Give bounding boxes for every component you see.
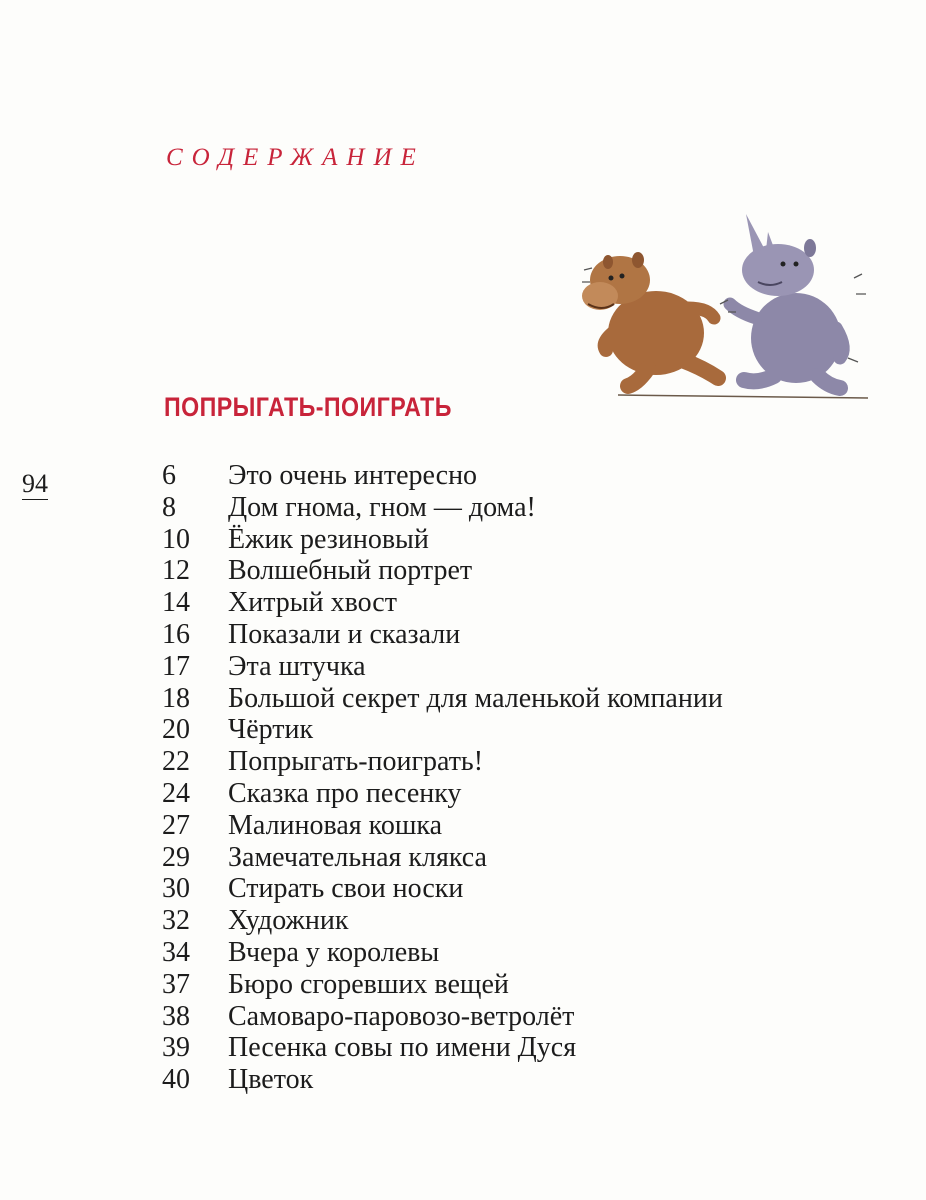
toc-entry-page: 6 — [162, 460, 176, 491]
toc-entry — [162, 905, 723, 937]
toc-entry-title: Стирать свои носки — [228, 873, 464, 905]
toc-entry — [162, 873, 723, 905]
toc-entry-title: Самоваро-паровозо-ветролёт — [228, 1000, 575, 1032]
toc-entry — [162, 1001, 723, 1033]
toc-entry-page: 29 — [162, 841, 190, 873]
toc-entry — [162, 778, 723, 810]
toc-entry-page: 12 — [162, 555, 190, 587]
toc-entry — [162, 492, 723, 524]
toc-entry-title: Попрыгать-поиграть! — [228, 746, 484, 778]
toc-entry-title: Малиновая кошка — [228, 809, 443, 841]
toc-entry-title: Волшебный портрет — [228, 555, 473, 587]
toc-entry-page: 8 — [162, 491, 176, 523]
toc-entry-page: 27 — [162, 809, 190, 841]
toc-entry-page: 10 — [162, 523, 190, 555]
dancing-hippo-and-rhino-illustration — [578, 208, 868, 404]
toc-entry-title: Дом гнома, гном — дома! — [228, 491, 536, 523]
toc-entry — [162, 1064, 723, 1096]
toc-entry-page: 37 — [162, 968, 190, 1000]
contents-heading: СОДЕРЖАНИЕ — [166, 144, 425, 171]
toc-entry-title: Ёжик резиновый — [228, 523, 429, 555]
toc-entry — [162, 1032, 723, 1064]
toc-entry — [162, 810, 723, 842]
toc-entry — [162, 746, 723, 778]
table-of-contents — [162, 460, 723, 1096]
toc-entry-page: 38 — [162, 1000, 190, 1032]
toc-entry-title: Цветок — [228, 1064, 314, 1096]
toc-entry — [162, 651, 723, 683]
toc-entry-page: 16 — [162, 618, 190, 650]
section-title: ПОПРЫГАТЬ-ПОИГРАТЬ — [164, 392, 452, 422]
toc-entry — [162, 969, 723, 1001]
toc-entry-page: 34 — [162, 936, 190, 968]
toc-entry-title: Большой секрет для маленькой компании — [228, 682, 723, 714]
toc-entry — [162, 937, 723, 969]
toc-entry-title: Бюро сгоревших вещей — [228, 968, 509, 1000]
toc-entry-page: 17 — [162, 650, 190, 682]
toc-entry — [162, 714, 723, 746]
toc-entry — [162, 555, 723, 587]
rhino-figure — [730, 214, 843, 388]
hippo-figure — [582, 252, 718, 386]
toc-entry-title: Замечательная клякса — [228, 841, 487, 873]
toc-entry-page: 18 — [162, 682, 190, 714]
toc-entry-page: 24 — [162, 777, 190, 809]
toc-entry-page: 39 — [162, 1032, 190, 1064]
toc-entry-title: Показали и сказали — [228, 618, 461, 650]
toc-entry-title: Сказка про песенку — [228, 777, 462, 809]
toc-entry — [162, 587, 723, 619]
toc-entry-page: 40 — [162, 1064, 190, 1096]
toc-entry — [162, 842, 723, 874]
toc-entry — [162, 619, 723, 651]
toc-entry-page: 30 — [162, 873, 190, 905]
toc-entry — [162, 683, 723, 715]
toc-entry-title: Эта штучка — [228, 650, 366, 682]
page-number: 94 — [22, 469, 48, 498]
toc-entry-page: 20 — [162, 714, 190, 746]
toc-entry — [162, 524, 723, 556]
toc-entry-title: Хитрый хвост — [228, 587, 397, 619]
toc-entry — [162, 460, 723, 492]
toc-entry-title: Песенка совы по имени Дуся — [228, 1032, 577, 1064]
toc-entry-title: Это очень интересно — [228, 460, 478, 491]
toc-entry-title: Художник — [228, 905, 349, 937]
toc-entry-page: 14 — [162, 587, 190, 619]
toc-entry-page: 32 — [162, 905, 190, 937]
toc-entry-page: 22 — [162, 746, 190, 778]
toc-entry-title: Вчера у королевы — [228, 936, 440, 968]
toc-entry-title: Чёртик — [228, 714, 314, 746]
